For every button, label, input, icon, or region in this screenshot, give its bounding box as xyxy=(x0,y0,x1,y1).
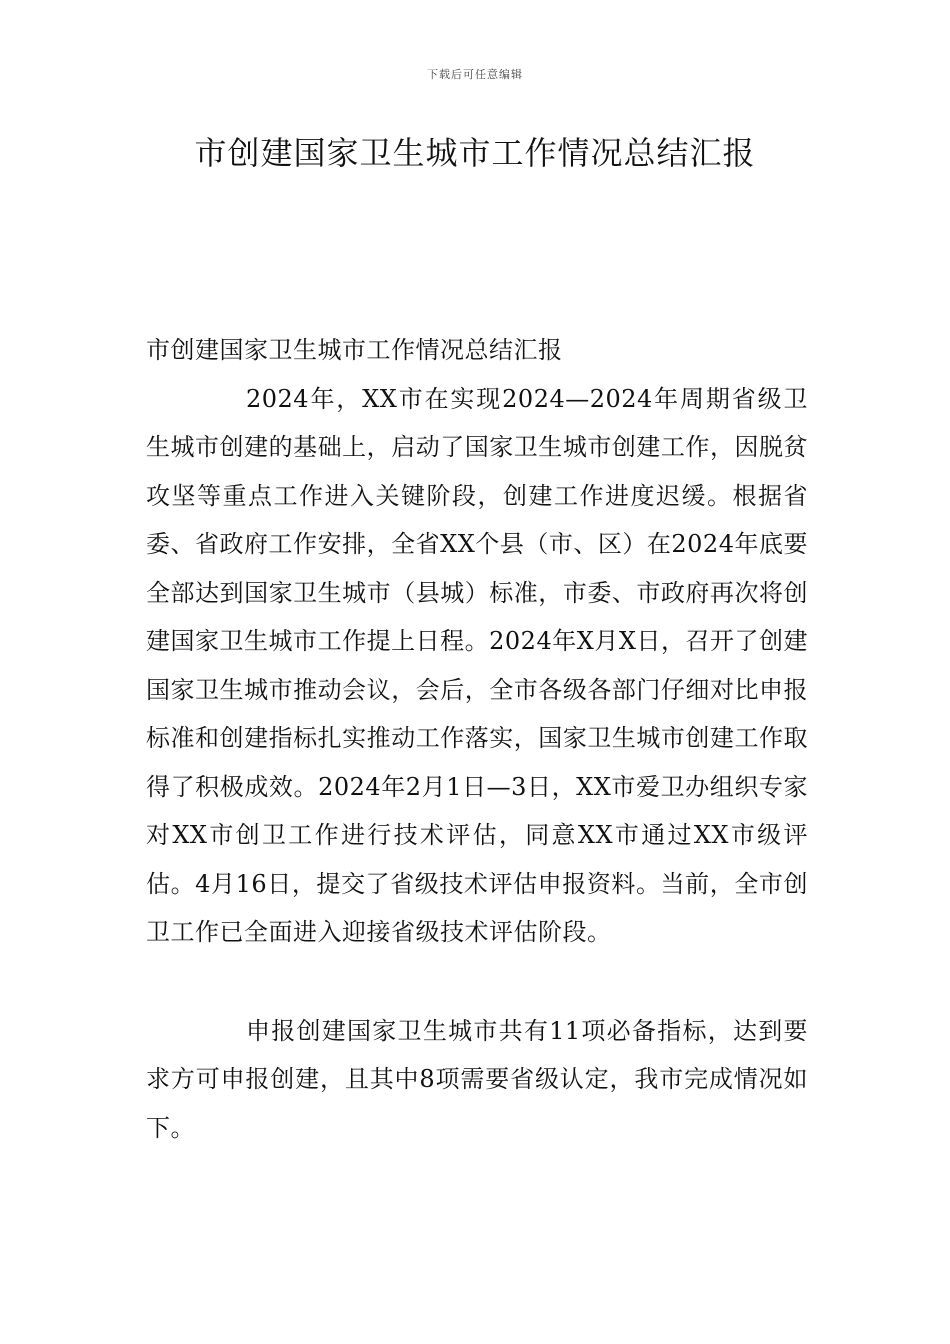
document-body xyxy=(146,326,808,1152)
header-note: 下载后可任意编辑 xyxy=(427,68,523,81)
paragraph-1: 2024年，XX市在实现2024—2024年周期省级卫生城市创建的基础上，启动了国家卫生城市创建工作，因脱贫攻坚等重点工作进入关键阶段，创建工作进度迟缓。根据省委、省政府工作安排，全省XX个县（市、区）在2024年底要全部达到国家卫生城市（县城）标准，市委、市政府再次将创建国家卫生城市工作提上日程。2024年X月X日，召开了创建国家卫生城市推动会议，会后，全市各级各部门仔细对比申报标准和创建指标扎实推动工作落实，国家卫生城市创建工作取得了积极成效。2024年2月1日—3日，XX市爱卫办组织专家对XX市创卫工作进行技术评估，同意XX市通过XX市级评估。4月16日，提交了省级技术评估申报资料。当前，全市创卫工作已全面进入迎接省级技术评估阶段。 xyxy=(146,384,808,946)
document-title: 市创建国家卫生城市工作情况总结汇报 xyxy=(194,134,756,172)
paragraph-2: 申报创建国家卫生城市共有11项必备指标，达到要求方可申报创建，且其中8项需要省级认定，我市完成情况如下。 xyxy=(146,1016,808,1142)
body-subtitle: 市创建国家卫生城市工作情况总结汇报 xyxy=(146,336,563,364)
